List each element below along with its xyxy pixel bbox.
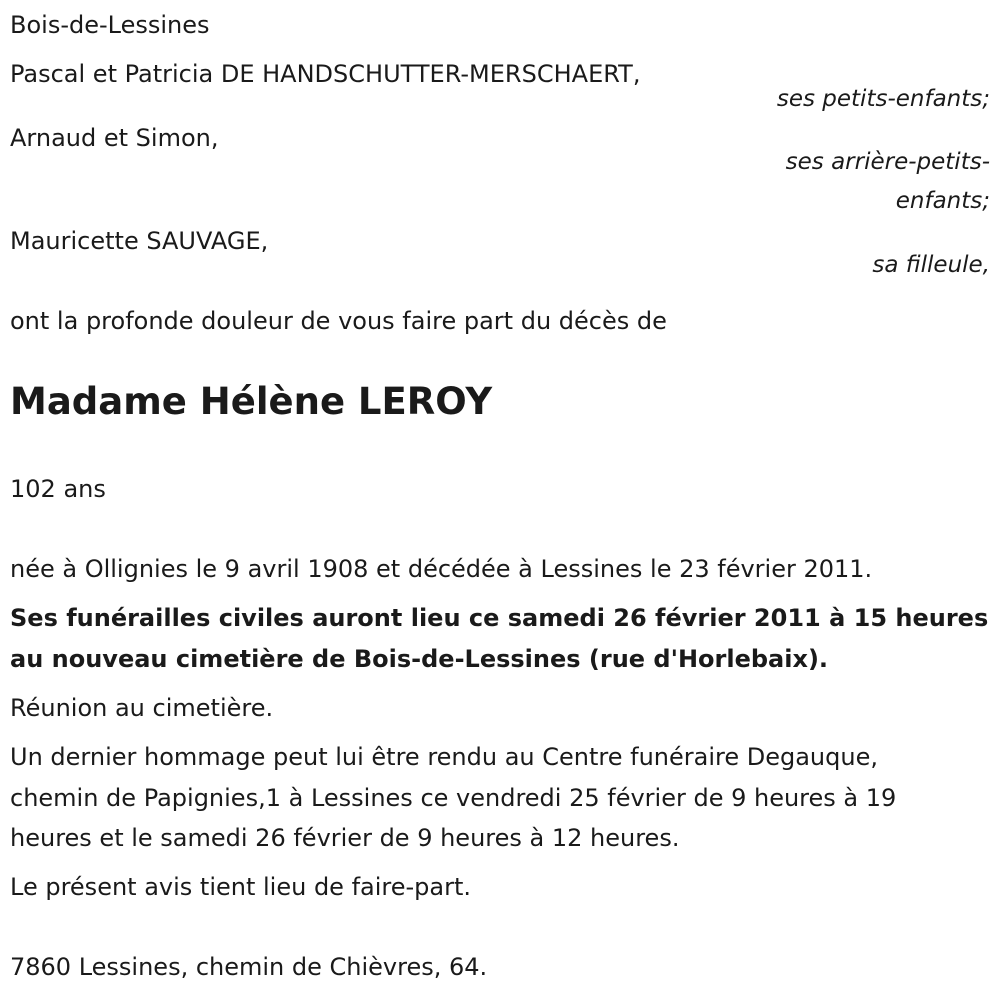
family-relation: ses arrière-petits- [785,149,990,175]
village-name: Bois-de-Lessines [10,11,210,39]
family-member-names: Pascal et Patricia DE HANDSCHUTTER-MERSCHAERT, [10,60,641,88]
funeral-info: Ses funérailles civiles auront lieu ce samedi 26 février 2011 à 15 heures [10,604,989,632]
family-member-names: Mauricette SAUVAGE, [10,227,269,255]
age-text: 102 ans [10,475,106,503]
family-relation: ses petits-enfants; [776,86,990,112]
birth-death-text: née à Ollignies le 9 avril 1908 et décédée à Lessines le 23 février 2011. [10,555,873,583]
family-member-names: Arnaud et Simon, [10,124,219,152]
notice-text: Le présent avis tient lieu de faire-part. [10,873,472,901]
homage-text: Un dernier hommage peut lui être rendu au Centre funéraire Degauque, [10,743,878,771]
obituary-notice [10,0,990,1001]
homage-text: chemin de Papignies,1 à Lessines ce vendredi 25 février de 9 heures à 19 [10,784,897,812]
family-relation: enfants; [895,188,990,214]
announcement-text: ont la profonde douleur de vous faire part du décès de [10,307,667,335]
deceased-name: Madame Hélène LEROY [10,380,493,423]
address-text: 7860 Lessines, chemin de Chièvres, 64. [10,953,488,981]
meeting-text: Réunion au cimetière. [10,694,274,722]
family-relation: sa filleule, [872,252,990,278]
homage-text: heures et le samedi 26 février de 9 heures à 12 heures. [10,824,680,852]
funeral-info: au nouveau cimetière de Bois-de-Lessines (rue d'Horlebaix). [10,645,829,673]
